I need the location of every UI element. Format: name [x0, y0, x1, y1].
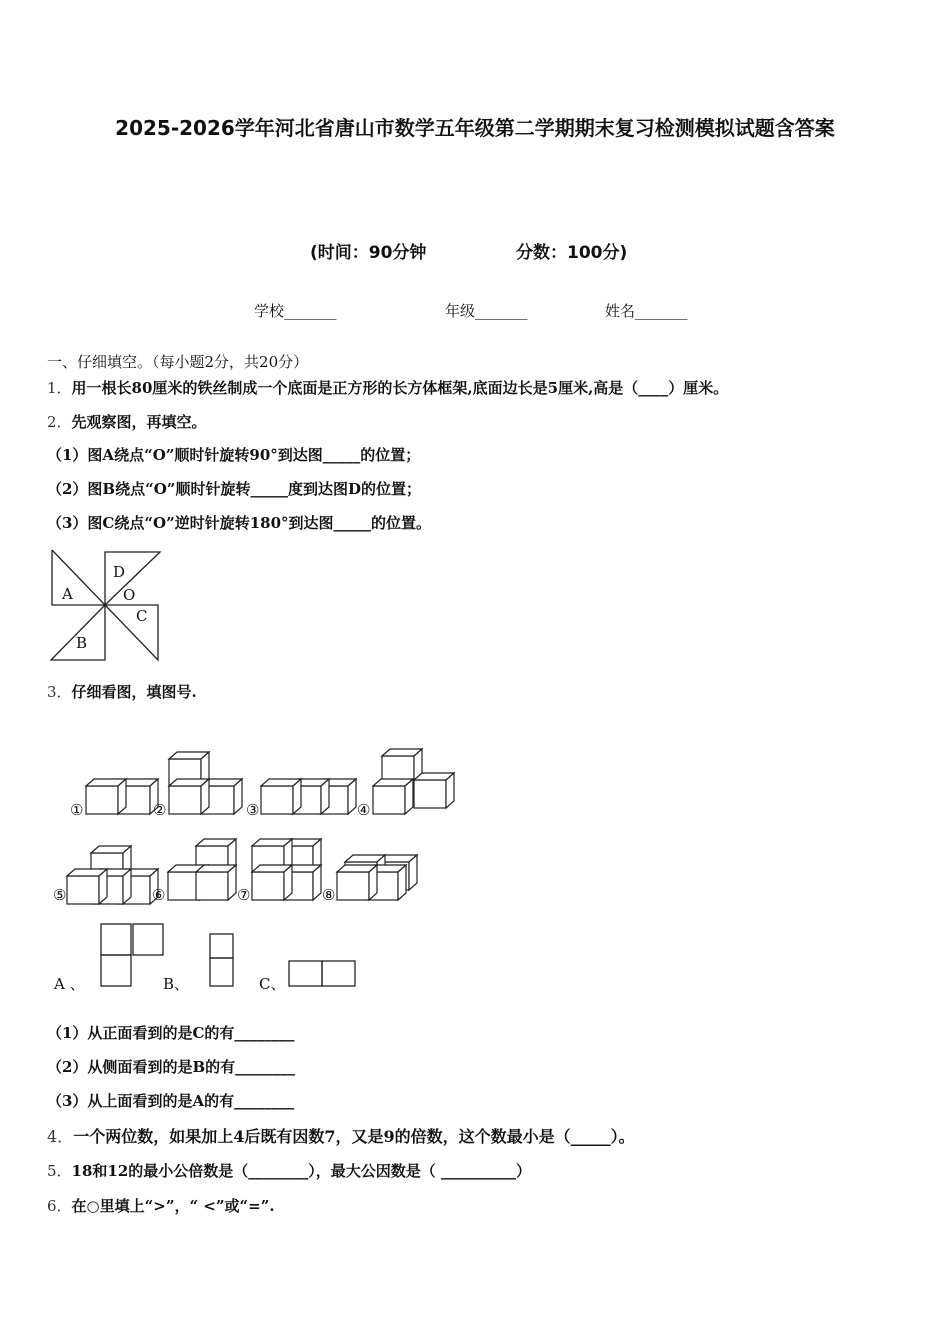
question-3-part-3: （3）从上面看到的是A的有________ [47, 1092, 295, 1110]
question-2-part-3: （3）图C绕点“O”逆时针旋转180°到达图_____的位置。 [47, 514, 432, 532]
question-text: 一个两位数，如果加上4后既有因数7，又是9的倍数，这个数最小是（_____）。 [73, 1127, 635, 1146]
score-info: 分数：100分) [516, 243, 628, 263]
view-a [101, 924, 163, 986]
question-text: 先观察图，再填空。 [71, 413, 207, 431]
question-3-part-1: （1）从正面看到的是C的有________ [47, 1024, 295, 1042]
view-b [210, 934, 233, 986]
page-title: 2025-2026学年河北省唐山市数学五年级第二学期期末复习检测模拟试题含答案 [115, 116, 835, 140]
solid-label-8: ⑧ [322, 886, 336, 904]
label-b: B [76, 634, 88, 652]
solid-label-6: ⑥ [152, 886, 166, 904]
label-c: C [136, 607, 148, 625]
solid-label-1: ① [70, 801, 84, 819]
question-number: 5． [47, 1162, 72, 1180]
name-field: 姓名_______ [605, 302, 688, 320]
solid-label-5: ⑤ [53, 886, 67, 904]
question-number: 2． [47, 413, 72, 431]
time-info: (时间：90分钟 [310, 243, 427, 263]
solid-1 [86, 779, 158, 814]
solid-label-3: ③ [246, 801, 260, 819]
grade-field: 年级_______ [445, 302, 528, 320]
solid-5 [67, 846, 158, 904]
question-number: 1． [47, 379, 72, 397]
question-5 [47, 1160, 531, 1181]
solid-label-7: ⑦ [237, 886, 251, 904]
solid-8 [337, 855, 417, 900]
label-d: D [113, 563, 126, 581]
label-a: A [62, 585, 73, 603]
question-text: 用一根长80厘米的铁丝制成一个底面是正方形的长方体框架,底面边长是5厘米,高是（____）厘米。 [71, 379, 729, 397]
solid-label-2: ② [153, 801, 167, 819]
question-text: 在○里填上“>”，“ <”或“=”. [71, 1197, 275, 1215]
view-label-b: B、 [163, 975, 190, 993]
solid-2 [169, 752, 242, 814]
solid-7 [252, 839, 321, 900]
question-number: 3． [47, 683, 72, 701]
view-label-a: A 、 [54, 975, 85, 993]
question-number: 4． [47, 1127, 74, 1146]
solid-4 [373, 749, 454, 814]
solid-3 [261, 779, 356, 814]
school-field: 学校_______ [254, 302, 337, 320]
question-2-part-2: （2）图B绕点“O”顺时针旋转_____度到达图D的位置； [47, 480, 421, 498]
section-heading: 一、仔细填空。（每小题2分，共20分） [47, 353, 309, 371]
question-4 [47, 1124, 635, 1147]
question-2-part-1: （1）图A绕点“O”顺时针旋转90°到达图_____的位置； [47, 446, 421, 464]
question-text: 18和12的最小公倍数是（________），最大公因数是（ __________） [71, 1162, 532, 1180]
view-label-c: C、 [259, 975, 286, 993]
question-number: 6． [47, 1197, 72, 1215]
question-6 [47, 1195, 275, 1216]
solid-label-4: ④ [357, 801, 371, 819]
question-3-part-2: （2）从侧面看到的是B的有________ [47, 1058, 296, 1076]
solid-6 [168, 839, 236, 900]
question-text: 仔细看图，填图号. [71, 683, 197, 701]
label-o: O [123, 586, 136, 604]
view-c [289, 961, 355, 986]
